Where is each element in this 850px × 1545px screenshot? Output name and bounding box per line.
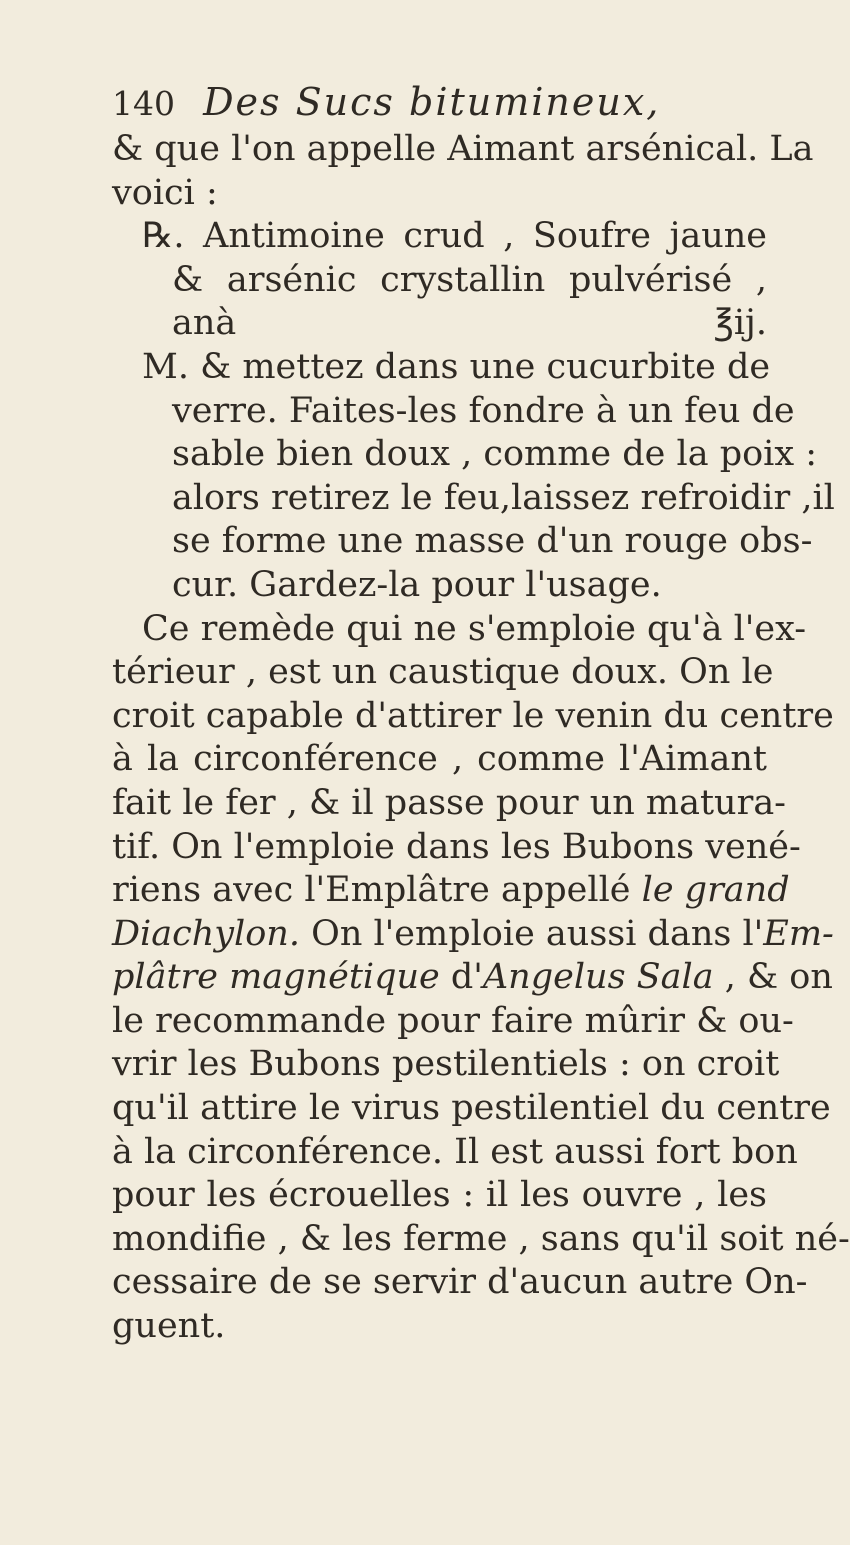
text-line: voici :: [112, 172, 218, 213]
text-line: verre. Faites-les fondre à un feu de: [172, 390, 795, 431]
text-line: Diachylon. On l'emploie aussi dans l'Em-: [112, 913, 834, 954]
text-line: & que l'on appelle Aimant arsénical. La: [112, 129, 814, 169]
recipe-line: & arsénic crystallin pulvérisé ,: [172, 259, 767, 300]
page-header: [112, 74, 660, 130]
text-line: croit capable d'attirer le venin du centre: [112, 695, 834, 736]
running-title: Des Sucs bitumineux,: [203, 80, 661, 124]
recipe-quantity-label: anà: [172, 303, 237, 344]
text-line: riens avec l'Emplâtre appellé le grand: [112, 870, 790, 911]
text-line: à la circonférence , comme l'Aimant: [112, 739, 767, 780]
recipe-line: [112, 302, 767, 346]
italic-name: Angelus Sala: [482, 957, 714, 998]
text-line: le recommande pour faire mûrir & ou-: [112, 1000, 794, 1041]
text-line: qu'il attire le virus pestilentiel du centre: [112, 1088, 831, 1129]
italic-title: plâtre magnétique: [112, 957, 440, 998]
text-line: M. & mettez dans une cucurbite de: [142, 346, 771, 387]
italic-title: Em-: [763, 913, 834, 954]
text-line: térieur , est un caustique doux. On le: [112, 652, 774, 693]
page-number: 140: [112, 84, 175, 123]
italic-title: Diachylon.: [112, 913, 300, 954]
text-line: Ce remède qui ne s'emploie qu'à l'ex-: [142, 608, 807, 649]
text-line: cur. Gardez-la pour l'usage.: [172, 564, 662, 605]
text-line: cessaire de se servir d'aucun autre On-: [112, 1262, 808, 1303]
text-line: pour les écrouelles : il les ouvre , les: [112, 1175, 767, 1216]
text-line: tif. On l'emploie dans les Bubons vené-: [112, 826, 801, 867]
text-line: plâtre magnétique d'Angelus Sala , & on: [112, 957, 833, 998]
text-line: alors retirez le feu,laissez refroidir ,il: [172, 477, 835, 518]
text-line: guent.: [112, 1306, 226, 1347]
text-line: sable bien doux , comme de la poix :: [172, 434, 818, 475]
text-line: à la circonférence. Il est aussi fort bon: [112, 1131, 798, 1172]
text-line: vrir les Bubons pestilentiels : on croit: [112, 1044, 780, 1085]
body-text: [112, 128, 850, 1349]
italic-title: le grand: [641, 870, 790, 911]
text-line: mondifie , & les ferme , sans qu'il soit né-: [112, 1218, 850, 1259]
text-line: se forme une masse d'un rouge obs-: [172, 521, 813, 562]
recipe-quantity: ℥ij.: [713, 303, 767, 344]
recipe-line: ℞. Antimoine crud , Soufre jaune: [142, 216, 767, 257]
text-line: fait le fer , & il passe pour un matura-: [112, 782, 787, 823]
